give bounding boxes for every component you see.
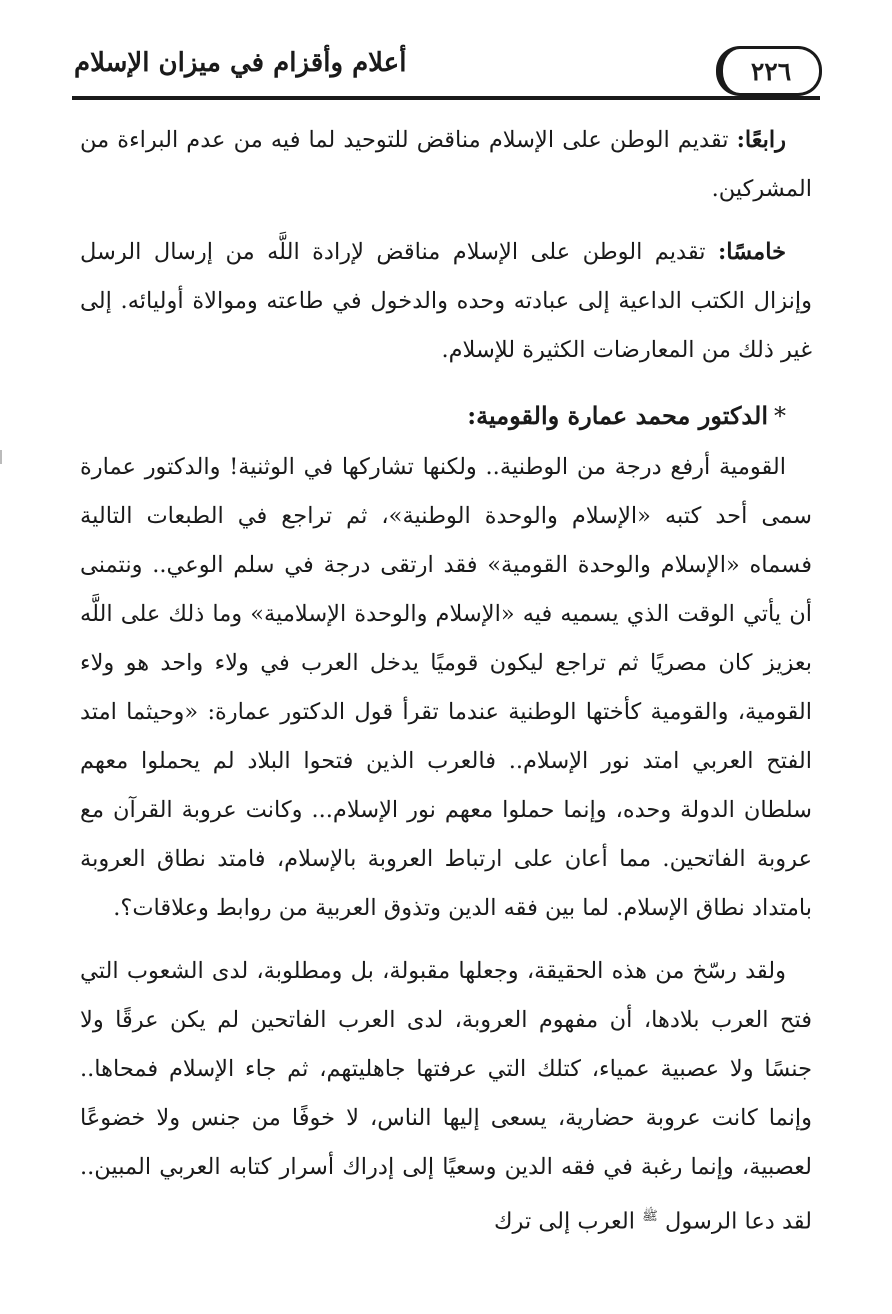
paragraph-text: تقديم الوطن على الإسلام مناقض لإرادة اللَّه من إرسال الرسل وإنزال الكتب الداعية إلى عبادته وحده والدخول في طاعته وموالاة أوليائه. إلى غير ذلك من المعارضات الكثيرة للإسلام. bbox=[80, 239, 812, 363]
paragraph-text: القومية أرفع درجة من الوطنية.. ولكنها تشاركها في الوثنية! والدكتور عمارة سمى أحد كتبه «الإسلام والوحدة الوطنية»، ثم تراجع في الطبعات التالية فسماه «الإسلام والوحدة القومية» فقد ارتقى درجة في سلم الوعي.. ونتمنى أن يأتي الوقت الذي يسميه فيه «الإسلام والوحدة الإسلامية» وما ذلك على اللَّه بعزيز كان مصريًا ثم تراجع ليكون قوميًا يدخل العرب في ولاء واحد هو ولاء القومية، والقومية كأختها الوطنية عندما تقرأ قول الدكتور عمارة: «وحيثما امتد الفتح العربي امتد نور الإسلام.. فالعرب الذين فتحوا البلاد لم يحملوا معهم سلطان الدولة وحده، وإنما حملوا معهم نور الإسلام... وكانت عروبة القرآن مع عروبة الفاتحين. مما أعان على ارتباط العروبة بالإسلام، فامتد نطاق العروبة بامتداد نطاق الإسلام. لما بين فقه الدين وتذوق العربية من روابط وعلاقات؟. bbox=[80, 454, 812, 921]
paragraph-nationalism bbox=[80, 443, 812, 933]
running-title: أعلام وأقزام في ميزان الإسلام bbox=[74, 48, 407, 78]
page-number: ٢٢٦ bbox=[716, 46, 822, 96]
paragraph-text: ولقد رسّخ من هذه الحقيقة، وجعلها مقبولة، بل ومطلوبة، لدى الشعوب التي فتح العرب بلادها، أن مفهوم العروبة، لدى العرب الفاتحين لم يكن عرقًا ولا جنسًا ولا عصبية عمياء، كتلك التي عرفتها جاهليتهم، ثم جاء الإسلام فمحاها.. وإنما كانت عروبة حضارية، يسعى إليها الناس، لا خوفًا من جنس ولا خضوعًا لعصبية، وإنما رغبة في فقه الدين وسعيًا إلى إدراك أسرار كتابه العربي المبين.. لقد دعا الرسول bbox=[80, 958, 812, 1235]
page-body bbox=[80, 116, 812, 1247]
section-heading-text: الدكتور محمد عمارة والقومية: bbox=[467, 401, 768, 430]
paragraph-text-end: العرب إلى ترك bbox=[494, 1208, 643, 1235]
paragraph-fifth-point bbox=[80, 228, 812, 375]
salawat-symbol: ﷺ bbox=[642, 1209, 658, 1224]
scan-margin-mark bbox=[0, 450, 2, 464]
header-rule bbox=[72, 96, 820, 100]
paragraph-fourth-point bbox=[80, 116, 812, 214]
page-header bbox=[72, 42, 822, 96]
section-heading bbox=[80, 391, 812, 441]
paragraph-text: تقديم الوطن على الإسلام مناقض للتوحيد لما فيه من عدم البراءة من المشركين. bbox=[80, 127, 812, 202]
point-label: رابعًا: bbox=[736, 127, 786, 153]
paragraph-arabism bbox=[80, 947, 812, 1247]
point-label: خامسًا: bbox=[717, 239, 786, 265]
asterisk-icon: * bbox=[774, 402, 786, 430]
